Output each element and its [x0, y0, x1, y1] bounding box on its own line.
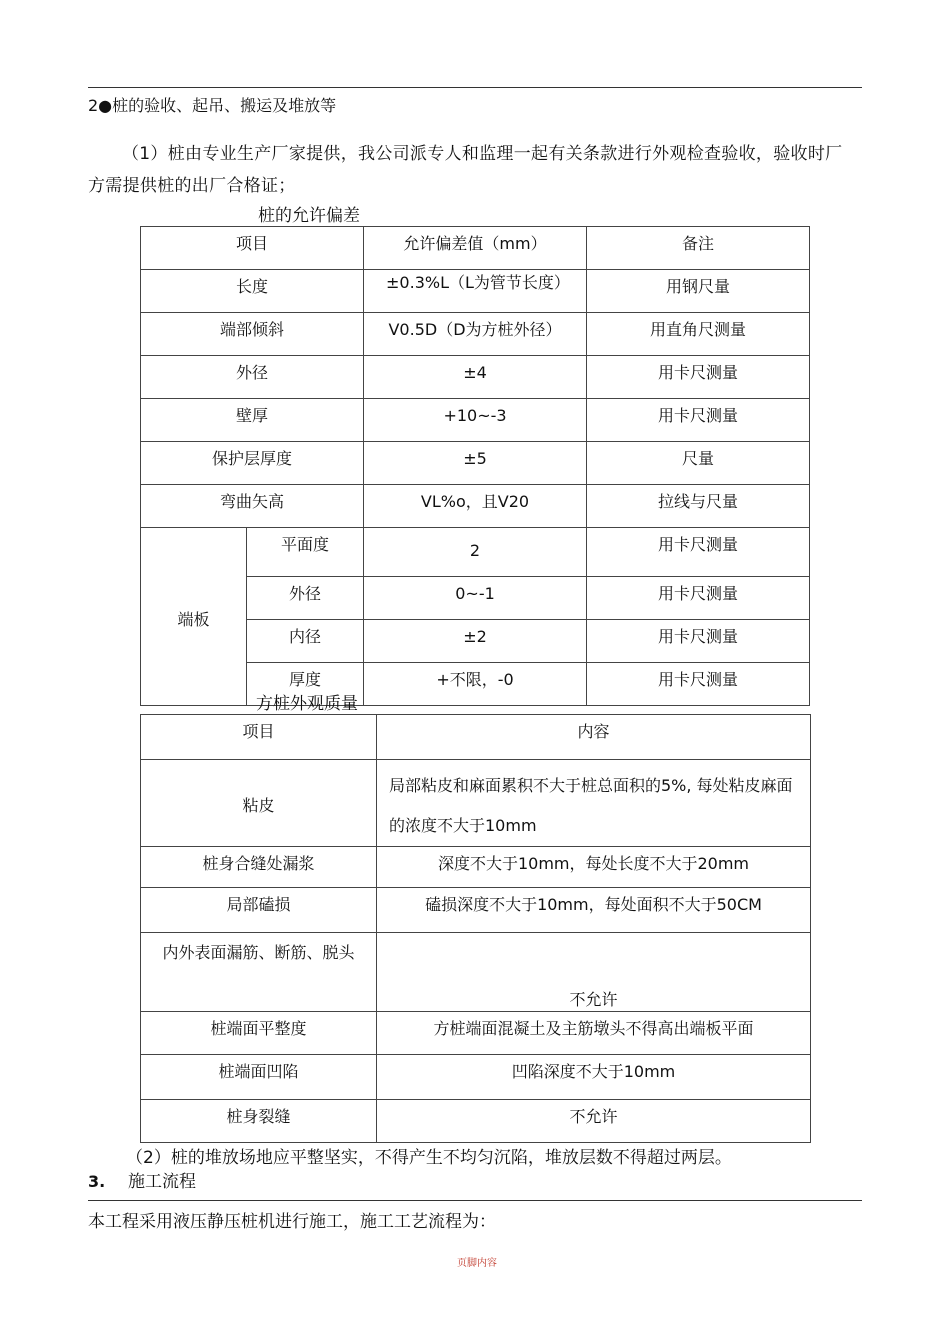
table-row	[141, 528, 810, 577]
table-cell: 用卡尺测量	[587, 620, 810, 663]
table-row	[141, 270, 810, 313]
table-row	[141, 356, 810, 399]
table-cell: 2	[364, 528, 587, 577]
header-cell: 备注	[587, 227, 810, 270]
table-cell: 桩端面平整度	[141, 1012, 377, 1055]
table-cell: 尺量	[587, 442, 810, 485]
table-row	[141, 760, 811, 847]
table-cell: 弯曲矢高	[141, 485, 364, 528]
table-cell: 桩端面凹陷	[141, 1055, 377, 1100]
table-cell: VL%o，且V20	[364, 485, 587, 528]
header-cell: 允许偏差值（mm）	[364, 227, 587, 270]
table-cell: 端部倾斜	[141, 313, 364, 356]
table-row	[141, 1012, 811, 1055]
table-cell: 用卡尺测量	[587, 356, 810, 399]
table-cell: 桩身合缝处漏浆	[141, 847, 377, 888]
header-cell: 内容	[377, 715, 811, 760]
table-cell: 不允许	[377, 1100, 811, 1143]
table-cell: +10~-3	[364, 399, 587, 442]
table-cell: ±0.3%L（L为管节长度）	[364, 270, 587, 313]
table-cell: 凹陷深度不大于10mm	[377, 1055, 811, 1100]
section-heading-2: 2●桩的验收、起吊、搬运及堆放等	[88, 96, 337, 115]
header-cell: 项目	[141, 227, 364, 270]
table-cell: 磕损深度不大于10mm，每处面积不大于50CM	[377, 888, 811, 933]
table-cell: 用钢尺量	[587, 270, 810, 313]
table-row	[141, 485, 810, 528]
table-cell: 用卡尺测量	[587, 663, 810, 706]
table-cell: 拉线与尺量	[587, 485, 810, 528]
table-cell: ±4	[364, 356, 587, 399]
section-number-3: 3.	[88, 1172, 106, 1191]
header-cell: 项目	[141, 715, 377, 760]
table-cell: 用直角尺测量	[587, 313, 810, 356]
table-cell: 保护层厚度	[141, 442, 364, 485]
table-cell: V0.5D（D为方桩外径）	[364, 313, 587, 356]
table-cell: 厚度	[247, 663, 364, 706]
table-header-row	[141, 227, 810, 270]
paragraph-2: （2）桩的堆放场地应平整坚实，不得产生不均匀沉陷，堆放层数不得超过两层。	[126, 1148, 732, 1168]
table-cell: 粘皮	[141, 760, 377, 847]
divider-rule	[88, 1200, 862, 1201]
tolerance-table	[140, 226, 810, 706]
table-cell: ±5	[364, 442, 587, 485]
table1-caption: 桩的允许偏差	[258, 206, 360, 226]
table-cell: 内径	[247, 620, 364, 663]
table-row	[141, 442, 810, 485]
table-row	[141, 1100, 811, 1143]
table-cell: 方桩端面混凝土及主筋墩头不得高出端板平面	[377, 1012, 811, 1055]
table-cell: 用卡尺测量	[587, 577, 810, 620]
table-cell: 平面度	[247, 528, 364, 577]
table-cell: 0~-1	[364, 577, 587, 620]
table-row	[141, 1055, 811, 1100]
table-cell: 深度不大于10mm，每处长度不大于20mm	[377, 847, 811, 888]
page-footer: 页脚内容	[457, 1258, 497, 1269]
table-cell: 内外表面漏筋、断筋、脱头	[141, 933, 377, 1012]
table-cell: 局部粘皮和麻面累积不大于桩总面积的5%, 每处粘皮麻面的浓度不大于10mm	[377, 760, 811, 847]
table-row	[141, 847, 811, 888]
table-header-row	[141, 715, 811, 760]
paragraph-3: 本工程采用液压静压桩机进行施工，施工工艺流程为：	[88, 1212, 496, 1232]
table-row	[141, 933, 811, 1012]
table-cell: 长度	[141, 270, 364, 313]
table-cell: 用卡尺测量	[587, 528, 810, 577]
table-cell: 用卡尺测量	[587, 399, 810, 442]
group-label-cell: 端板	[141, 528, 247, 706]
table-cell: 壁厚	[141, 399, 364, 442]
table-row	[141, 399, 810, 442]
table-cell: +不限，-0	[364, 663, 587, 706]
table2-caption: 方桩外观质量	[256, 694, 358, 714]
table-row	[141, 313, 810, 356]
table-cell: 外径	[141, 356, 364, 399]
paragraph-1: （1）桩由专业生产厂家提供，我公司派专人和监理一起有关条款进行外观检查验收，验收时厂方需提供桩的出厂合格证；	[88, 144, 843, 196]
top-rule	[88, 87, 862, 88]
table-row	[141, 888, 811, 933]
table-cell: 桩身裂缝	[141, 1100, 377, 1143]
section-title-3: 施工流程	[128, 1172, 196, 1192]
appearance-quality-table	[140, 714, 811, 1143]
table-cell: ±2	[364, 620, 587, 663]
table-cell: 局部磕损	[141, 888, 377, 933]
table-cell: 外径	[247, 577, 364, 620]
table-cell: 不允许	[377, 933, 811, 1012]
